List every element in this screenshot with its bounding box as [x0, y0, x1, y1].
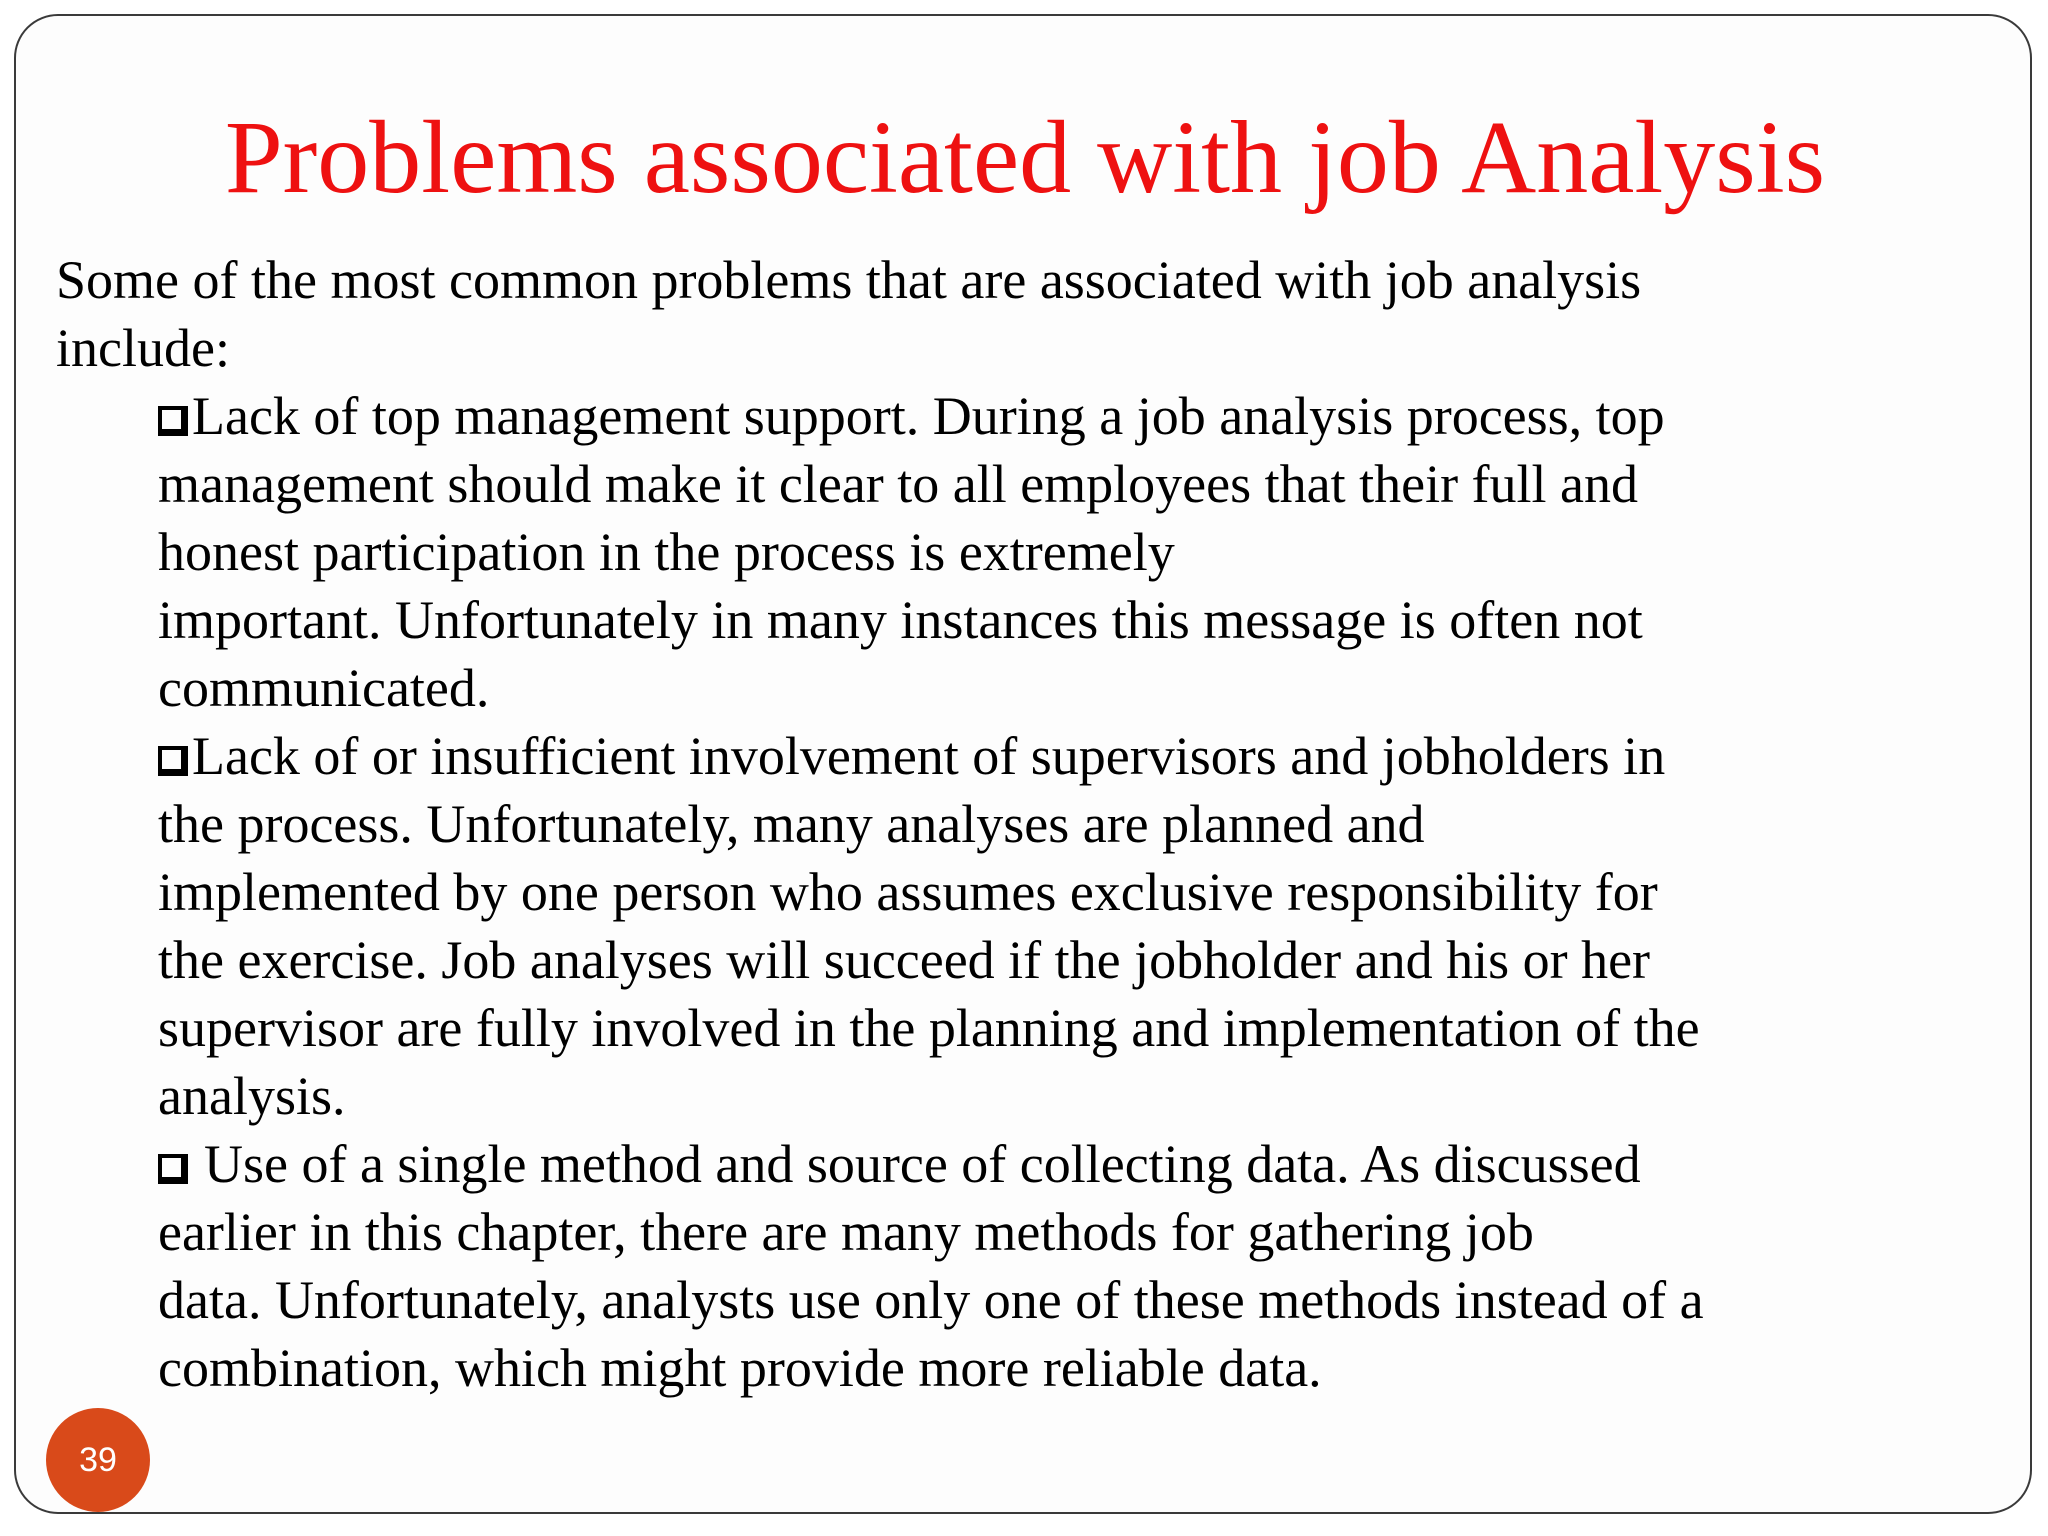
bullet-line: important. Unfortunately in many instances this message is often not [158, 590, 1643, 650]
bullet-line: analysis. [158, 1066, 346, 1126]
checkbox-square-icon [158, 746, 188, 776]
bullet-line [158, 1130, 2018, 1198]
bullet-line [158, 722, 2018, 790]
intro-paragraph [56, 246, 1996, 382]
bullet-line: the exercise. Job analyses will succeed if the jobholder and his or her [158, 930, 1651, 990]
problem-item-management-support [158, 382, 2018, 722]
problem-item-single-method [158, 1130, 2018, 1402]
checkbox-square-icon [158, 1154, 188, 1184]
intro-line: Some of the most common problems that are associated with job analysis [56, 250, 1642, 310]
bullet-line: data. Unfortunately, analysts use only one of these methods instead of a [158, 1270, 1704, 1330]
checkbox-square-icon [158, 406, 188, 436]
bullet-line: supervisor are fully involved in the planning and implementation of the [158, 998, 1700, 1058]
bullet-text: Lack of or insufficient involvement of supervisors and jobholders in [192, 726, 1666, 786]
slide-frame [14, 14, 2032, 1514]
intro-line: include: [56, 318, 230, 378]
problem-list [158, 382, 2018, 1402]
bullet-line [158, 382, 2018, 450]
bullet-line: combination, which might provide more reliable data. [158, 1338, 1322, 1398]
bullet-line: communicated. [158, 658, 490, 718]
bullet-text: Lack of top management support. During a job analysis process, top [192, 386, 1665, 446]
slide-title: Problems associated with job Analysis [224, 100, 1826, 215]
problem-item-involvement [158, 722, 2018, 1130]
page-number-badge: 39 [46, 1408, 150, 1512]
bullet-line: honest participation in the process is extremely [158, 522, 1175, 582]
bullet-line: management should make it clear to all employees that their full and [158, 454, 1639, 514]
bullet-line: implemented by one person who assumes exclusive responsibility for [158, 862, 1658, 922]
bullet-line: the process. Unfortunately, many analyses are planned and [158, 794, 1425, 854]
bullet-text: Use of a single method and source of collecting data. As discussed [204, 1134, 1641, 1194]
bullet-line: earlier in this chapter, there are many methods for gathering job [158, 1202, 1534, 1262]
